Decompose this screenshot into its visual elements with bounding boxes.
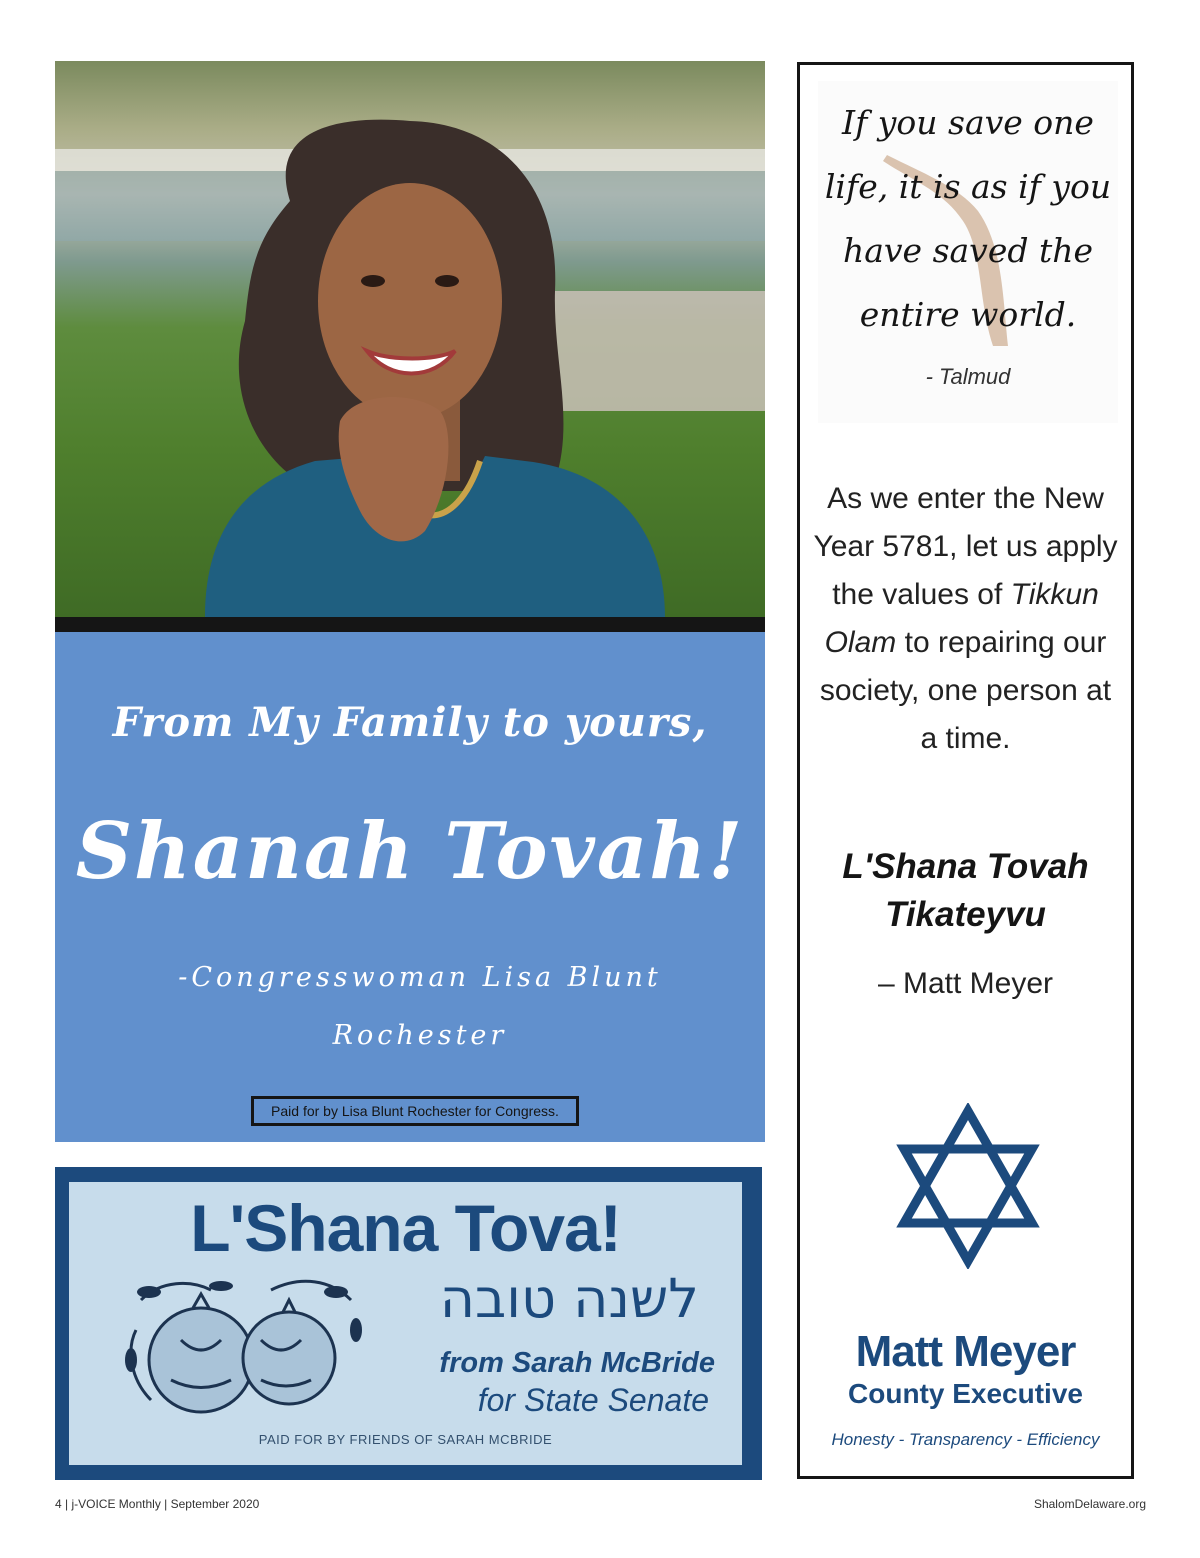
message-italic: Tikkun Olam (824, 578, 1099, 659)
lbr-greeting-ad (55, 61, 765, 1142)
greeting-line-1: L'Shana Tovah (842, 847, 1089, 886)
mcbride-hebrew-text: לשנה טובה (439, 1267, 699, 1330)
quote-line: life, it is as if you (824, 167, 1112, 206)
message-text: As we enter the New Year 5781, let us apply the values of (813, 482, 1118, 611)
talmud-quote (818, 91, 1118, 347)
mcbride-panel (69, 1182, 742, 1465)
photo-divider (55, 617, 765, 632)
lshana-tovah-greeting (810, 843, 1121, 939)
quote-source: - Talmud (925, 364, 1011, 389)
meyer-title: County Executive (848, 1378, 1083, 1409)
footer-website: ShalomDelaware.org (1033, 1497, 1146, 1511)
signoff-line-1: -Congresswoman Lisa Blunt (178, 962, 662, 993)
new-year-message (810, 475, 1121, 763)
congresswoman-photo (55, 61, 765, 617)
quote-line: have saved the (842, 231, 1094, 270)
quote-line: entire world. (859, 295, 1077, 334)
talmud-quote-box (818, 81, 1118, 423)
paid-for-disclaimer: Paid for by Lisa Blunt Rochester for Congress. (251, 1096, 579, 1126)
meyer-name: Matt Meyer (855, 1327, 1076, 1376)
mcbride-for-line: for State Senate (477, 1382, 709, 1418)
greeting-line-2: Tikateyvu (885, 895, 1046, 934)
portrait-illustration (55, 61, 765, 617)
meyer-greeting-ad (797, 62, 1134, 1479)
greeting-line-2: Shanah Tovah! (75, 806, 745, 897)
meyer-tagline: Honesty - Transparency - Efficiency (831, 1430, 1100, 1449)
signoff-line-2: Rochester (332, 1020, 508, 1051)
pomegranate-icon (121, 1270, 371, 1420)
quote-line: If you save one (842, 103, 1094, 142)
footer-page-info: 4 | j-VOICE Monthly | September 2020 (55, 1497, 260, 1511)
signature: – Matt Meyer (877, 967, 1054, 1000)
mcbride-paid-for: PAID FOR BY FRIENDS OF SARAH MCBRIDE (258, 1432, 553, 1447)
message-text-end: to repairing our society, one person at a time. (819, 626, 1112, 755)
mcbride-from-line: from Sarah McBride (439, 1347, 715, 1379)
greeting-line-1: From My Family to yours, (112, 699, 708, 746)
mcbride-greeting-ad (55, 1167, 762, 1480)
signoff (125, 949, 715, 1065)
mcbride-title: L'Shana Tova! (190, 1191, 621, 1265)
star-of-david-icon (896, 1103, 1040, 1269)
